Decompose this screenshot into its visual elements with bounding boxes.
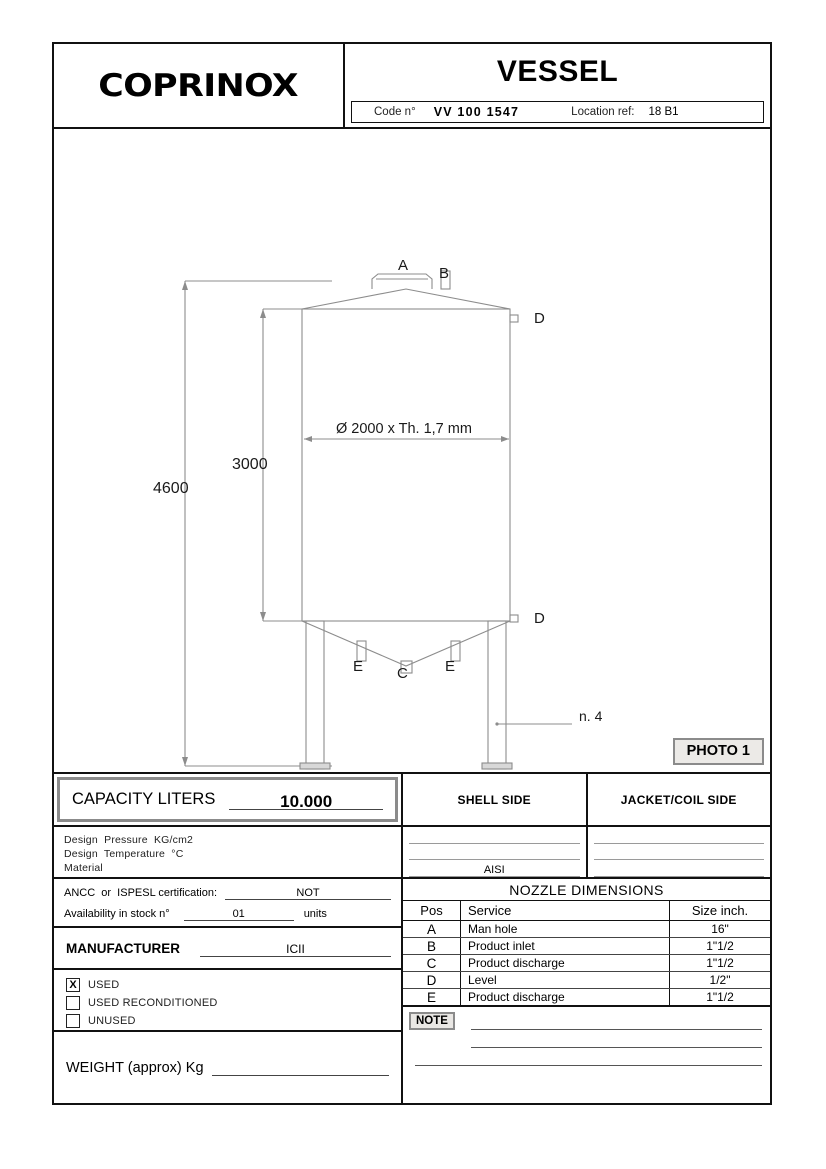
callout-d-lower-label: D [534,610,545,627]
condition-label-used: USED [88,979,120,991]
note-line-3[interactable] [415,1048,762,1066]
shell-side-column [403,827,588,877]
weight-block [54,1032,401,1103]
note-line-2[interactable] [471,1030,762,1048]
coprinox-logo: COPRINOX [98,67,299,104]
nozzle-service: Product discharge [461,989,670,1005]
checkbox-unused[interactable] [66,1014,80,1028]
design-material-row [64,860,401,874]
nozzle-service: Product inlet [461,938,670,954]
nozzle-pos: E [403,989,461,1005]
manufacturer-block [54,928,401,970]
location-value: 18 B1 [648,106,679,118]
table-row [403,921,770,938]
certification-value: NOT [296,887,320,899]
nozzle-col-size: Size inch. [691,903,749,918]
page-title: VESSEL [496,54,619,88]
note-block [403,1007,770,1103]
header [54,44,770,129]
nozzle-service: Man hole [461,921,670,937]
condition-label-unused: UNUSED [88,1015,136,1027]
jacket-temperature-value[interactable] [594,844,765,861]
manufacturer-field[interactable] [200,939,391,957]
nozzle-table [403,901,770,1007]
stock-label: Availability in stock n° [64,908,170,920]
shell-material-value[interactable]: AISI [409,860,580,877]
jacket-pressure-value[interactable] [594,827,765,844]
callout-e-right-label: E [445,658,456,675]
design-pressure-row [64,832,401,846]
nozzle-size: 16" [711,922,729,936]
lower-section [54,774,770,1103]
capacity-block [54,774,401,827]
datasheet-frame [52,42,772,1105]
callout-a-label: A [398,257,409,274]
nozzle-col-service: Service [461,901,670,920]
note-line-1[interactable] [471,1012,762,1030]
callout-d-upper-label: D [534,310,545,327]
sides-header-row [403,774,770,827]
nozzle-pos: B [403,938,461,954]
checkbox-used-reconditioned[interactable] [66,996,80,1010]
code-value: VV 100 1547 [433,105,520,119]
vessel-drawing [54,129,770,774]
lower-left-column [54,774,403,1103]
nozzle-size: 1/2" [709,973,731,987]
condition-option-unused[interactable] [66,1012,401,1030]
vessel-svg [54,129,770,770]
stock-units-label: units [303,908,327,920]
nozzle-col-pos: Pos [403,901,461,920]
condition-option-used[interactable] [66,976,401,994]
design-temperature-label: Design Temperature °C [64,848,184,860]
condition-block [54,970,401,1032]
jacket-side-header: JACKET/COIL SIDE [620,792,737,807]
title-cell [345,44,770,127]
nozzle-header-row [403,901,770,921]
logo-cell [54,44,345,127]
weight-field[interactable] [212,1059,389,1076]
dim-overall-height-label: 4600 [153,480,189,497]
stock-field[interactable] [184,906,294,921]
code-label: Code n° [374,106,416,118]
design-parameters-block [54,827,401,879]
checkbox-used[interactable]: X [66,978,80,992]
nozzle-size: 1"1/2 [706,939,734,953]
table-row [403,938,770,955]
certification-block [54,879,401,928]
condition-label-used-reconditioned: USED RECONDITIONED [88,997,218,1009]
capacity-label: CAPACITY LITERS [72,790,216,808]
table-row [403,989,770,1005]
design-material-label: Material [64,862,103,874]
callout-e-left-label: E [353,658,364,675]
shell-pressure-value[interactable] [409,827,580,844]
manufacturer-value: ICII [286,942,305,956]
location-label: Location ref: [571,106,635,118]
legs-qty-label: n. 4 [579,708,603,724]
nozzle-pos: A [403,921,461,937]
nozzle-table-title: NOZZLE DIMENSIONS [403,879,770,901]
note-badge: NOTE [409,1012,455,1030]
callout-b-label: B [439,265,450,282]
stock-value: 01 [232,908,245,920]
design-temperature-row [64,846,401,860]
shell-temperature-value[interactable] [409,844,580,861]
jacket-side-column [588,827,771,877]
nozzle-size: 1"1/2 [706,990,734,1004]
certification-field[interactable] [225,885,391,900]
capacity-field[interactable] [229,789,383,810]
dim-shell-height-label: 3000 [232,456,268,473]
jacket-material-value[interactable] [594,860,765,877]
nozzle-table-body [403,921,770,1005]
condition-option-used-reconditioned[interactable] [66,994,401,1012]
certification-row [64,885,391,906]
design-pressure-label: Design Pressure KG/cm2 [64,834,194,846]
capacity-value: 10.000 [280,792,333,811]
weight-label: WEIGHT (approx) Kg [66,1059,204,1076]
photo-badge[interactable]: PHOTO 1 [673,738,764,765]
callout-c-label: C [397,665,408,682]
nozzle-service: Product discharge [461,955,670,971]
lower-right-column [403,774,770,1103]
nozzle-pos: C [403,955,461,971]
nozzle-service: Level [461,972,670,988]
dim-diameter-label: Ø 2000 x Th. 1,7 mm [336,421,472,437]
table-row [403,955,770,972]
shell-side-header: SHELL SIDE [403,774,588,825]
nozzle-pos: D [403,972,461,988]
sides-values-row [403,827,770,879]
manufacturer-label: MANUFACTURER [66,940,180,956]
stock-row [64,906,391,927]
code-bar [351,101,764,123]
nozzle-size: 1"1/2 [706,956,734,970]
table-row [403,972,770,989]
certification-label: ANCC or ISPESL certification: [64,887,218,899]
